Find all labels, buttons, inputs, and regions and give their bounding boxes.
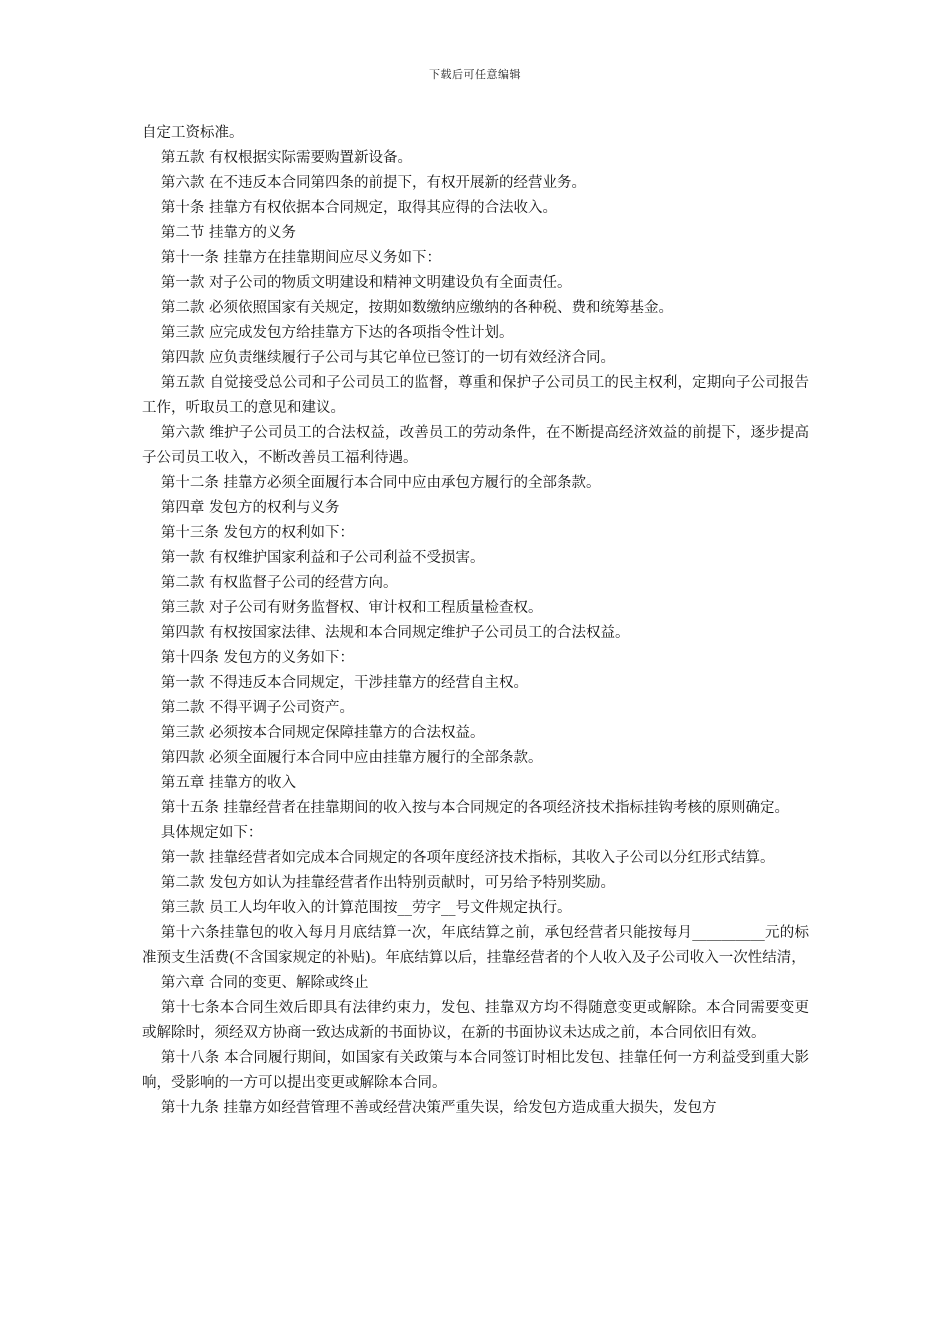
paragraph: 第二款 有权监督子公司的经营方向。 (160, 575, 398, 591)
paragraph: 第六款 在不违反本合同第四条的前提下，有权开展新的经营业务。 (160, 175, 586, 191)
paragraph: 第二款 不得平调子公司资产。 (160, 700, 354, 716)
paragraph: 第二款 发包方如认为挂靠经营者作出特别贡献时，可另给予特别奖励。 (160, 875, 615, 891)
paragraph: 第一款 有权维护国家利益和子公司利益不受损害。 (160, 550, 485, 566)
paragraph: 第十七条本合同生效后即具有法律约束力，发包、挂靠双方均不得随意变更或解除。本合同需要变更或解除时，须经双方协商一致达成新的书面协议，在新的书面协议未达成之前，本合同依旧有效。 (142, 1000, 809, 1041)
paragraph: 第十三条 发包方的权利如下： (160, 525, 354, 541)
chapter-heading: 第五章 挂靠方的收入 (160, 775, 296, 791)
paragraph: 第三款 员工人均年收入的计算范围按__劳字__号文件规定执行。 (160, 900, 572, 916)
paragraph: 第三款 对子公司有财务监督权、审计权和工程质量检查权。 (160, 600, 543, 616)
paragraph: 第四款 必须全面履行本合同中应由挂靠方履行的全部条款。 (160, 750, 543, 766)
paragraph: 自定工资标准。 (142, 125, 244, 141)
chapter-heading: 第四章 发包方的权利与义务 (160, 500, 340, 516)
chapter-heading: 第六章 合同的变更、解除或终止 (160, 975, 369, 991)
paragraph: 第四款 有权按国家法律、法规和本合同规定维护子公司员工的合法权益。 (160, 625, 630, 641)
paragraph: 第二款 必须依照国家有关规定，按期如数缴纳应缴纳的各种税、费和统筹基金。 (160, 300, 673, 316)
paragraph: 第十六条挂靠包的收入每月月底结算一次，年底结算之前，承包经营者只能按每月__________元的标准预支生活费(不含国家规定的补贴)。年底结算以后，挂靠经营者的个人收入及子公司收入一次性结清， (142, 925, 809, 966)
section-heading: 第二节 挂靠方的义务 (160, 225, 296, 241)
paragraph: 第五款 有权根据实际需要购置新设备。 (160, 150, 412, 166)
paragraph: 第十五条 挂靠经营者在挂靠期间的收入按与本合同规定的各项经济技术指标挂钩考核的原则确定。 (160, 800, 789, 816)
paragraph: 第四款 应负责继续履行子公司与其它单位已签订的一切有效经济合同。 (160, 350, 615, 366)
paragraph: 第十四条 发包方的义务如下： (160, 650, 354, 666)
paragraph: 第一款 不得违反本合同规定，干涉挂靠方的经营自主权。 (160, 675, 528, 691)
paragraph: 第五款 自觉接受总公司和子公司员工的监督，尊重和保护子公司员工的民主权利，定期向子公司报告工作，听取员工的意见和建议。 (142, 375, 809, 416)
paragraph: 第十条 挂靠方有权依据本合同规定，取得其应得的合法收入。 (160, 200, 557, 216)
paragraph: 第一款 对子公司的物质文明建设和精神文明建设负有全面责任。 (160, 275, 572, 291)
paragraph: 第六款 维护子公司员工的合法权益，改善员工的劳动条件，在不断提高经济效益的前提下，逐步提高子公司员工收入，不断改善员工福利待遇。 (142, 425, 809, 466)
paragraph: 第十一条 挂靠方在挂靠期间应尽义务如下： (160, 250, 441, 266)
paragraph: 第三款 应完成发包方给挂靠方下达的各项指令性计划。 (160, 325, 514, 341)
paragraph: 第十八条 本合同履行期间，如国家有关政策与本合同签订时相比发包、挂靠任何一方利益受到重大影响，受影响的一方可以提出变更或解除本合同。 (142, 1050, 809, 1091)
page-header: 下载后可任意编辑 (429, 68, 521, 81)
document-body (142, 121, 809, 1121)
paragraph: 第十九条 挂靠方如经营管理不善或经营决策严重失误，给发包方造成重大损失，发包方 (160, 1100, 717, 1116)
paragraph: 第十二条 挂靠方必须全面履行本合同中应由承包方履行的全部条款。 (160, 475, 601, 491)
paragraph: 第三款 必须按本合同规定保障挂靠方的合法权益。 (160, 725, 485, 741)
paragraph: 具体规定如下： (160, 825, 263, 841)
paragraph: 第一款 挂靠经营者如完成本合同规定的各项年度经济技术指标，其收入子公司以分红形式结算。 (160, 850, 775, 866)
